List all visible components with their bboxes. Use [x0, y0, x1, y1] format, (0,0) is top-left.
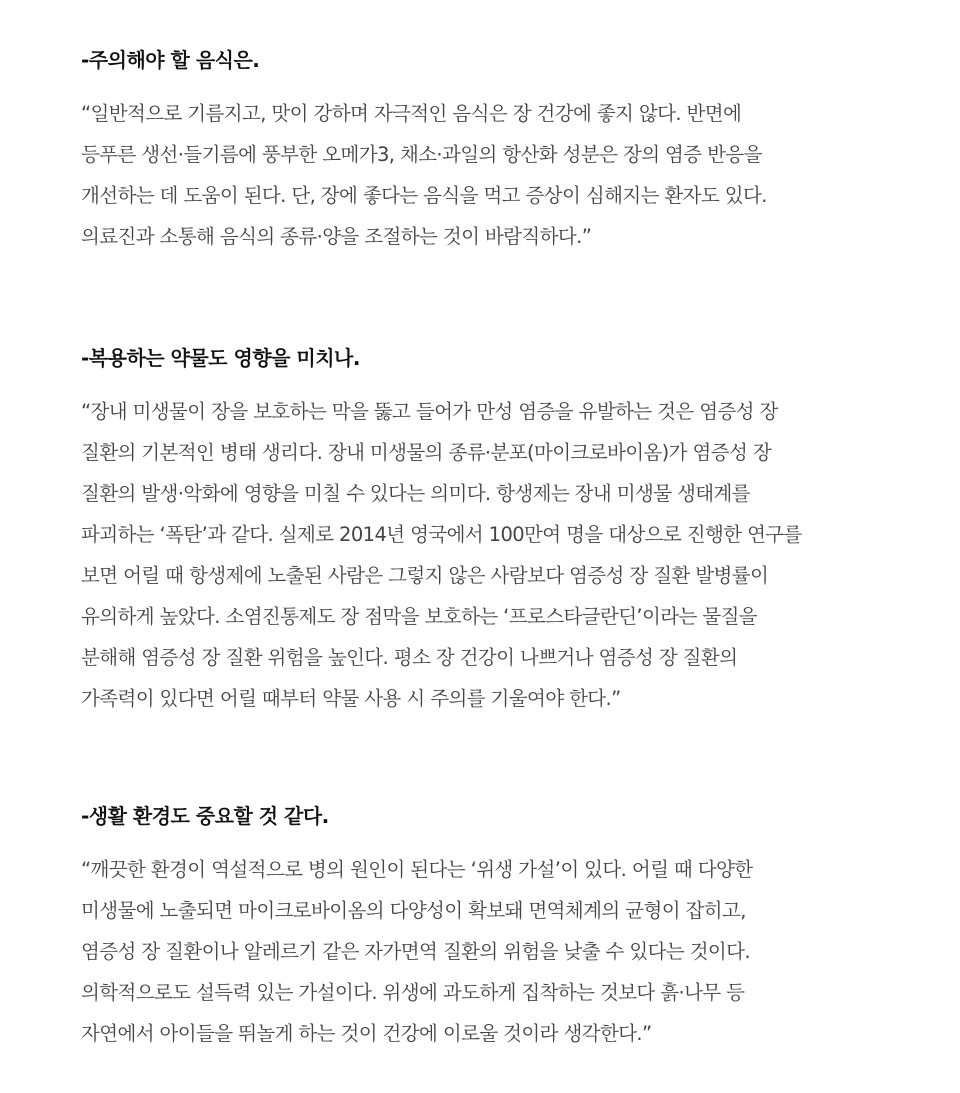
answer-line: “깨끗한 환경이 역설적으로 병의 원인이 된다는 ‘위생 가설’이 있다. 어릴 때 다양한: [81, 858, 753, 881]
answer-line: 자연에서 아이들을 뛰놀게 하는 것이 건강에 이로울 것이라 생각한다.”: [81, 1022, 652, 1045]
answer-line: 의료진과 소통해 음식의 종류·양을 조절하는 것이 바람직하다.”: [81, 225, 592, 248]
answer-paragraph: [81, 93, 767, 257]
answer-line: “일반적으로 기름지고, 맛이 강하며 자극적인 음식은 장 건강에 좋지 않다. 반면에: [81, 102, 742, 125]
answer-line: 질환의 발생·악화에 영향을 미칠 수 있다는 의미다. 항생제는 장내 미생물 생태계를: [81, 482, 751, 505]
answer-line: 질환의 기본적인 병태 생리다. 장내 미생물의 종류·분포(마이크로바이옴)가 염증성 장: [81, 441, 772, 464]
answer-line: 유의하게 높았다. 소염진통제도 장 점막을 보호하는 ‘프로스타글란딘’이라는 물질을: [81, 605, 758, 628]
answer-line: 의학적으로도 설득력 있는 가설이다. 위생에 과도하게 집착하는 것보다 흙·나무 등: [81, 981, 745, 1004]
answer-line: 개선하는 데 도움이 된다. 단, 장에 좋다는 음식을 먹고 증상이 심해지는 환자도 있다.: [81, 184, 767, 207]
answer-line: 염증성 장 질환이나 알레르기 같은 자가면역 질환의 위험을 낮출 수 있다는 것이다.: [81, 940, 751, 963]
question-heading: -주의해야 할 음식은.: [81, 48, 260, 72]
answer-line: 미생물에 노출되면 마이크로바이옴의 다양성이 확보돼 면역체계의 균형이 잡히고,: [81, 899, 746, 922]
answer-line: 보면 어릴 때 항생제에 노출된 사람은 그렇지 않은 사람보다 염증성 장 질환 발병률이: [81, 564, 769, 587]
question-heading: -생활 환경도 중요할 것 같다.: [81, 804, 329, 828]
answer-paragraph: [81, 391, 802, 719]
answer-line: 분해해 염증성 장 질환 위험을 높인다. 평소 장 건강이 나쁘거나 염증성 장 질환의: [81, 646, 738, 669]
answer-line: 파괴하는 ‘폭탄’과 같다. 실제로 2014년 영국에서 100만여 명을 대상으로 진행한 연구를: [81, 523, 802, 546]
question-heading: -복용하는 약물도 영향을 미치나.: [81, 346, 360, 370]
qa-section: [81, 344, 802, 719]
answer-paragraph: [81, 849, 752, 1054]
answer-line: 등푸른 생선·들기름에 풍부한 오메가3, 채소·과일의 항산화 성분은 장의 염증 반응을: [81, 143, 762, 166]
qa-section: [81, 802, 752, 1054]
qa-section: [81, 46, 767, 257]
answer-line: “장내 미생물이 장을 보호하는 막을 뚫고 들어가 만성 염증을 유발하는 것은 염증성 장: [81, 400, 778, 423]
answer-line: 가족력이 있다면 어릴 때부터 약물 사용 시 주의를 기울여야 한다.”: [81, 687, 621, 710]
